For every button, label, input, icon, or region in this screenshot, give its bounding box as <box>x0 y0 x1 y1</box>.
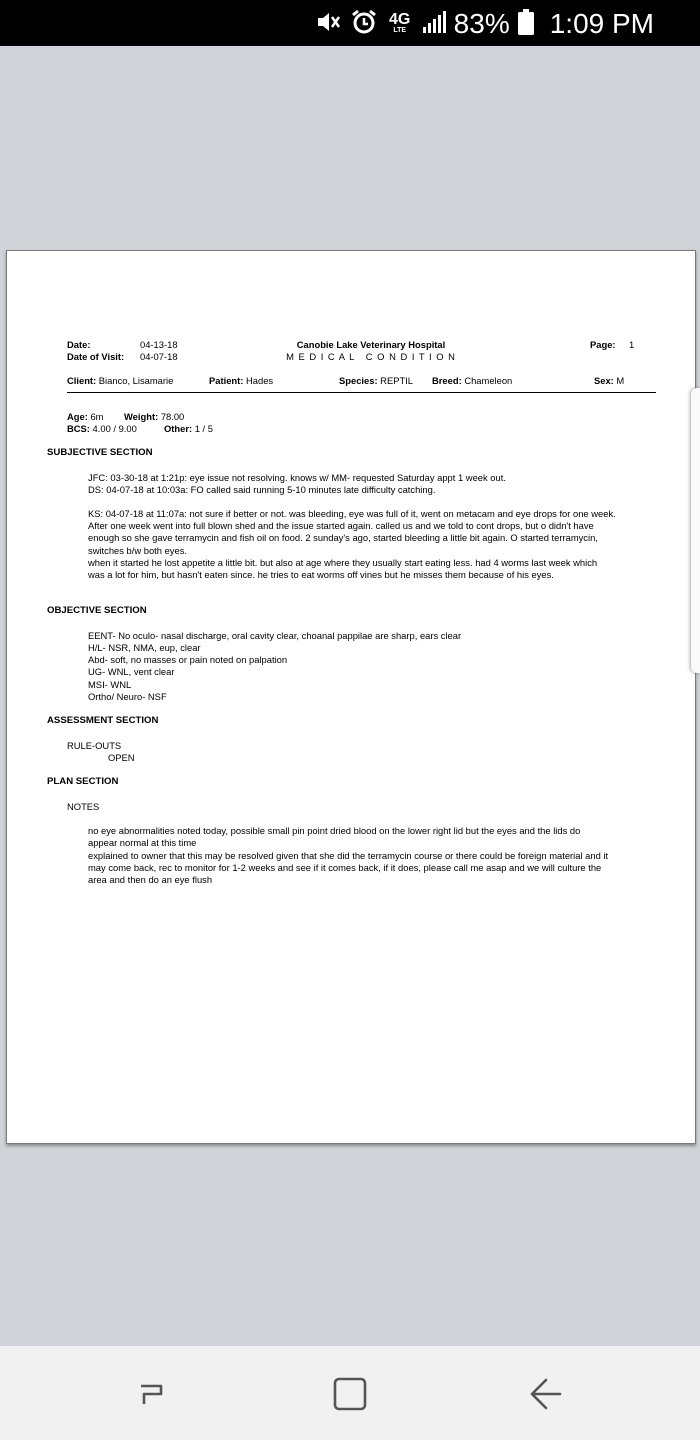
document-page[interactable] <box>6 250 696 1144</box>
objective-line: MSI- WNL <box>88 679 132 690</box>
alarm-icon <box>350 8 378 41</box>
document-subtitle: M E D I C A L C O N D I T I O N <box>286 351 456 362</box>
patient-field: Patient: Hades <box>209 375 274 386</box>
subjective-title: SUBJECTIVE SECTION <box>47 447 153 458</box>
objective-line: Abd- soft, no masses or pain noted on palpation <box>88 654 288 665</box>
sex-field: Sex: M <box>594 375 625 386</box>
subjective-line-2: DS: 04-07-18 at 10:03a: FO called said running 5-10 minutes late difficulty catching. <box>88 484 436 495</box>
page-label: Page: <box>590 339 616 350</box>
battery-percent: 83% <box>453 8 510 39</box>
back-icon[interactable] <box>526 1374 566 1414</box>
visit-date-label: Date of Visit: <box>67 351 125 362</box>
rule-outs-value: OPEN <box>108 752 135 763</box>
assessment-title: ASSESSMENT SECTION <box>47 715 159 726</box>
home-icon[interactable] <box>330 1374 370 1414</box>
plan-title: PLAN SECTION <box>47 776 119 787</box>
mute-icon <box>316 9 342 40</box>
clock: 1:09 PM <box>549 8 654 39</box>
other-field: Other: 1 / 5 <box>164 423 213 434</box>
rule-outs-label: RULE-OUTS <box>67 740 122 751</box>
subjective-paragraph-2: when it started he lost appetite a little bit. but also at age where they usually start eating less. had 4 worms last week which was a lot for him, but hasn't eaten since. he tries to eat worms off vines but he misses them because of his eyes. <box>88 557 598 581</box>
objective-title: OBJECTIVE SECTION <box>47 605 147 616</box>
plan-paragraph-2: explained to owner that this may be resolved given that she did the terramycin course or there could be foreign material and it may come back, rec to monitor for 1-2 weeks and see if it comes back, if it does, please call me asap and we will culture the area and then do an eye flush <box>88 850 609 886</box>
objective-line: UG- WNL, vent clear <box>88 666 175 677</box>
weight-field: Weight: 78.00 <box>124 411 185 422</box>
plan-paragraph-1: no eye abnormalities noted today, possible small pin point dried blood on the lower right lid but the eyes and the lids do appear normal at this time <box>88 825 581 849</box>
objective-line: Ortho/ Neuro- NSF <box>88 691 167 702</box>
date-label: Date: <box>67 339 91 350</box>
status-bar <box>0 0 700 46</box>
header-divider <box>67 392 656 393</box>
species-field: Species: REPTIL <box>339 375 413 386</box>
objective-line: EENT- No oculo- nasal discharge, oral cavity clear, choanal pappilae are sharp, ears clear <box>88 630 462 641</box>
visit-date-value: 04-07-18 <box>140 351 178 362</box>
client-field: Client: Bianco, Lisamarie <box>67 375 174 386</box>
age-field: Age: 6m <box>67 411 104 422</box>
subjective-paragraph: KS: 04-07-18 at 11:07a: not sure if better or not. was bleeding, eye was full of it, went on metacam and eye drops for one week. After one week went into full blown shed and the issue started again. called us and we told to cont drops, but o didn't have enough so she gave terramycin and fish oil on food. 2 sunday's ago, started bleeding a little bit again. O started terramycin, switches b/w both eyes. <box>88 508 616 556</box>
status-icons <box>316 9 654 39</box>
scroll-handle[interactable] <box>691 388 700 673</box>
breed-field: Breed: Chameleon <box>432 375 513 386</box>
recent-apps-icon[interactable] <box>133 1374 173 1414</box>
notes-label: NOTES <box>67 801 100 812</box>
signal-icon <box>422 10 446 39</box>
subjective-line-1: JFC: 03-30-18 at 1:21p: eye issue not resolving. knows w/ MM- requested Saturday appt 1 week out. <box>88 472 506 483</box>
navigation-bar <box>0 1346 700 1440</box>
network-icon: 4G LTE <box>389 11 411 34</box>
battery-icon <box>518 9 534 40</box>
page-value: 1 <box>629 339 635 350</box>
date-value: 04-13-18 <box>140 339 178 350</box>
objective-line: H/L- NSR, NMA, eup, clear <box>88 642 201 653</box>
hospital-name: Canobie Lake Veterinary Hospital <box>296 339 446 350</box>
bcs-field: BCS: 4.00 / 9.00 <box>67 423 137 434</box>
